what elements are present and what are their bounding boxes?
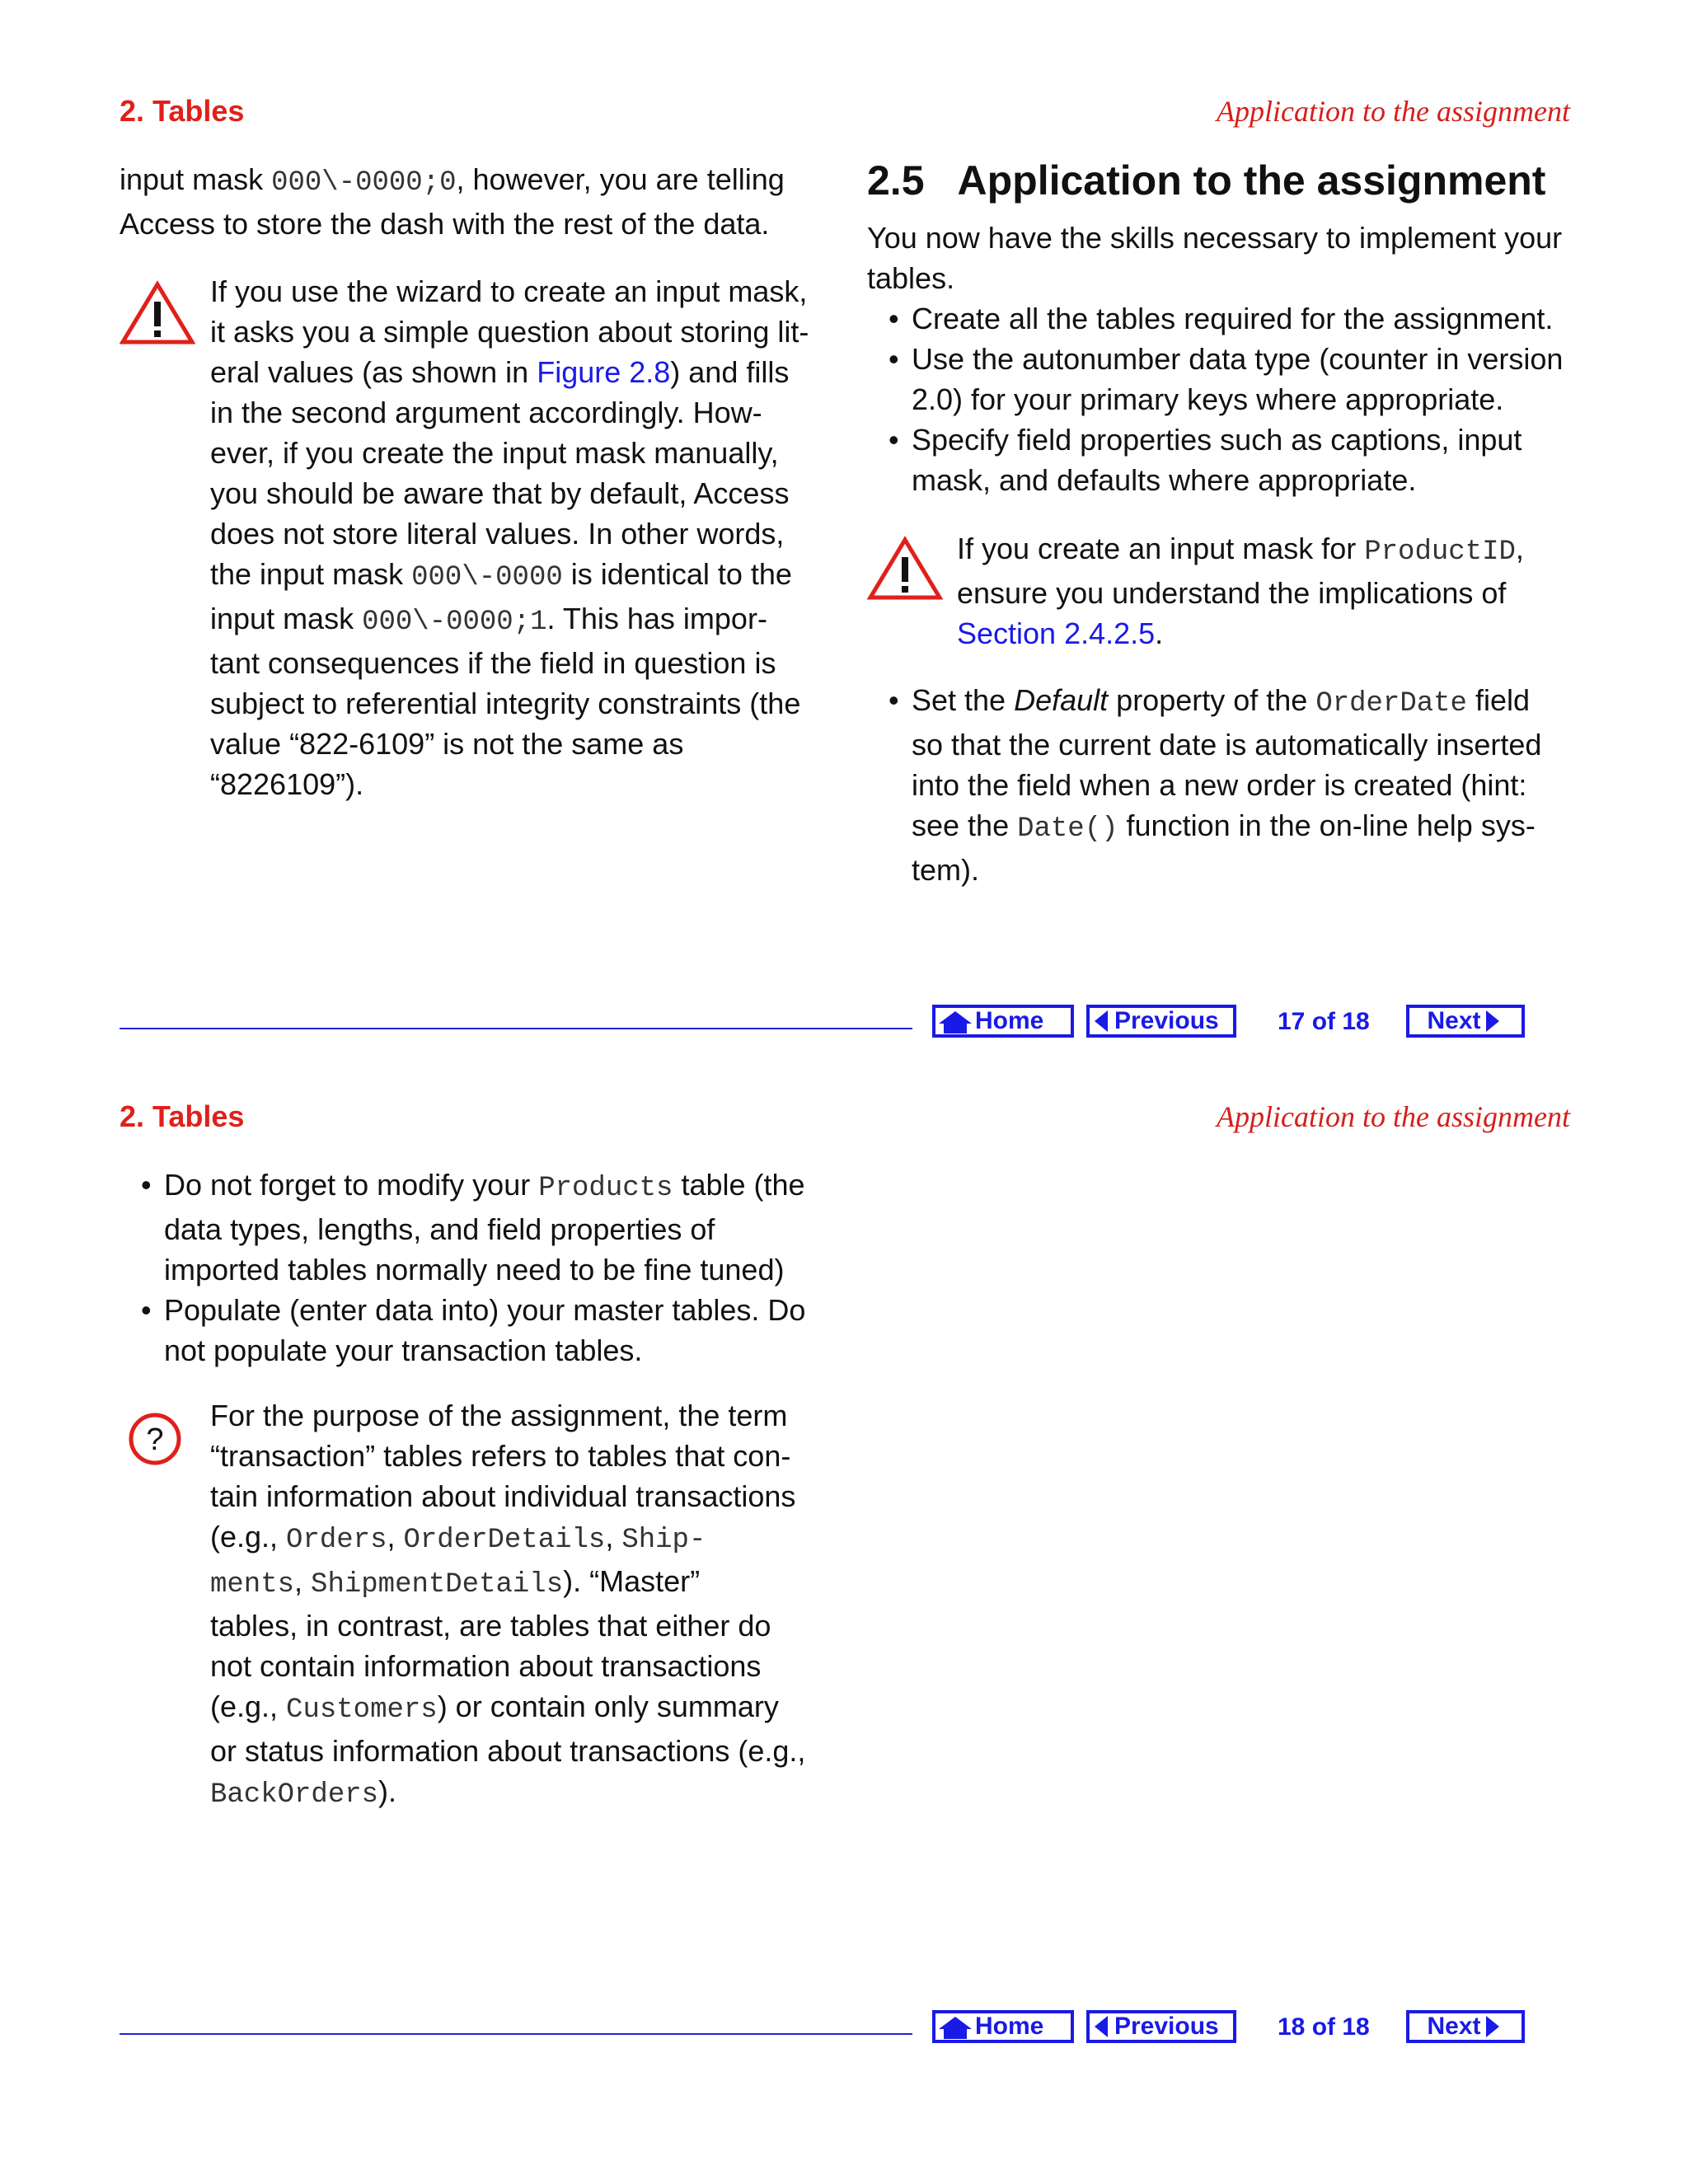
task-list-continued: [141, 1165, 850, 1371]
home-icon: [935, 2014, 975, 2039]
next-button[interactable]: Next: [1406, 1005, 1525, 1038]
left-paragraph: input mask 000\-0000;0, however, you are telling Access to store the dash with the rest of the data.: [120, 162, 785, 241]
previous-arrow-icon: [1090, 1009, 1114, 1033]
section-title: 2.5 Application to the assignment: [867, 157, 1546, 204]
footer-rule: [120, 1028, 912, 1029]
footer-rule: [120, 2033, 912, 2035]
list-item: • Populate (enter data into) your master tables. Do not populate your transaction tables.: [141, 1290, 850, 1371]
list-item: • Specify field properties such as captions, input mask, and defaults where appropriate.: [889, 419, 1597, 500]
task-list: [889, 298, 1597, 500]
figure-link[interactable]: Figure 2.8: [537, 355, 671, 389]
next-arrow-icon: [1481, 2014, 1504, 2039]
chapter-header: 2. Tables: [120, 94, 245, 128]
section-header: Application to the assignment: [1217, 1100, 1570, 1133]
section-intro: You now have the skills necessary to implement your tables.: [867, 221, 1563, 295]
previous-button[interactable]: Previous: [1086, 2010, 1236, 2043]
warning-triangle-icon: [120, 280, 195, 346]
list-item: • Use the autonumber data type (counter in version 2.0) for your primary keys where appropriate.: [889, 339, 1597, 419]
chapter-header: 2. Tables: [120, 1099, 245, 1133]
section-header: Application to the assignment: [1217, 95, 1570, 128]
list-item: • Do not forget to modify your Products table (the data types, lengths, and field properties of imported tables normally need to be fine tuned): [141, 1165, 850, 1290]
code-input-mask: 000\-0000;0: [271, 167, 457, 199]
home-icon: [935, 1009, 975, 1033]
productid-warning: If you create an input mask for ProductID, ensure you understand the implications of Section 2.4.2.5.: [957, 532, 1524, 650]
transaction-note: For the purpose of the assignment, the term “transaction” tables refers to tables that con- tain information about individual transactions (e.g., Orders, OrderDetails, Ship- ments, ShipmentDetails). “Master” tables, in contrast, are tables that either do not contain information about transactions (e.g., Customers) or contain only summary or status information about transactions (e.g., BackOrders).: [210, 1399, 806, 1811]
page-indicator: 17 of 18: [1278, 1008, 1370, 1035]
previous-button[interactable]: Previous: [1086, 1005, 1236, 1038]
warning-triangle-icon: [867, 536, 943, 602]
next-arrow-icon: [1481, 1009, 1504, 1033]
list-item: • Set the Default property of the OrderDate field so that the current date is automatically inserted into the field when a new order is created (hint: see the Date() function in the on-line help sys- tem).: [889, 680, 1597, 890]
section-link[interactable]: Section 2.4.2.5: [957, 616, 1156, 650]
home-button[interactable]: Home: [932, 1005, 1074, 1038]
page-indicator: 18 of 18: [1278, 2013, 1370, 2041]
svg-text:?: ?: [146, 1422, 164, 1457]
list-item: • Create all the tables required for the assignment.: [889, 298, 1597, 339]
question-circle-icon: [128, 1412, 182, 1466]
default-property-item: [889, 680, 1597, 890]
warning-note: If you use the wizard to create an input mask, it asks you a simple question about storing lit- eral values (as shown in Figure 2.8) and fills in the second argument accordingly. How- ever, if you create the input mask manually, you should be aware that by default, Access does not store literal values. In other words, the input mask 000\-0000 is identical to the input mask 000\-0000;1. This has impor- tant consequences if the field in question is subject to referential integrity constraints (the value “822-6109” is not the same as “8226109”).: [210, 274, 809, 801]
next-button[interactable]: Next: [1406, 2010, 1525, 2043]
home-button[interactable]: Home: [932, 2010, 1074, 2043]
previous-arrow-icon: [1090, 2014, 1114, 2039]
